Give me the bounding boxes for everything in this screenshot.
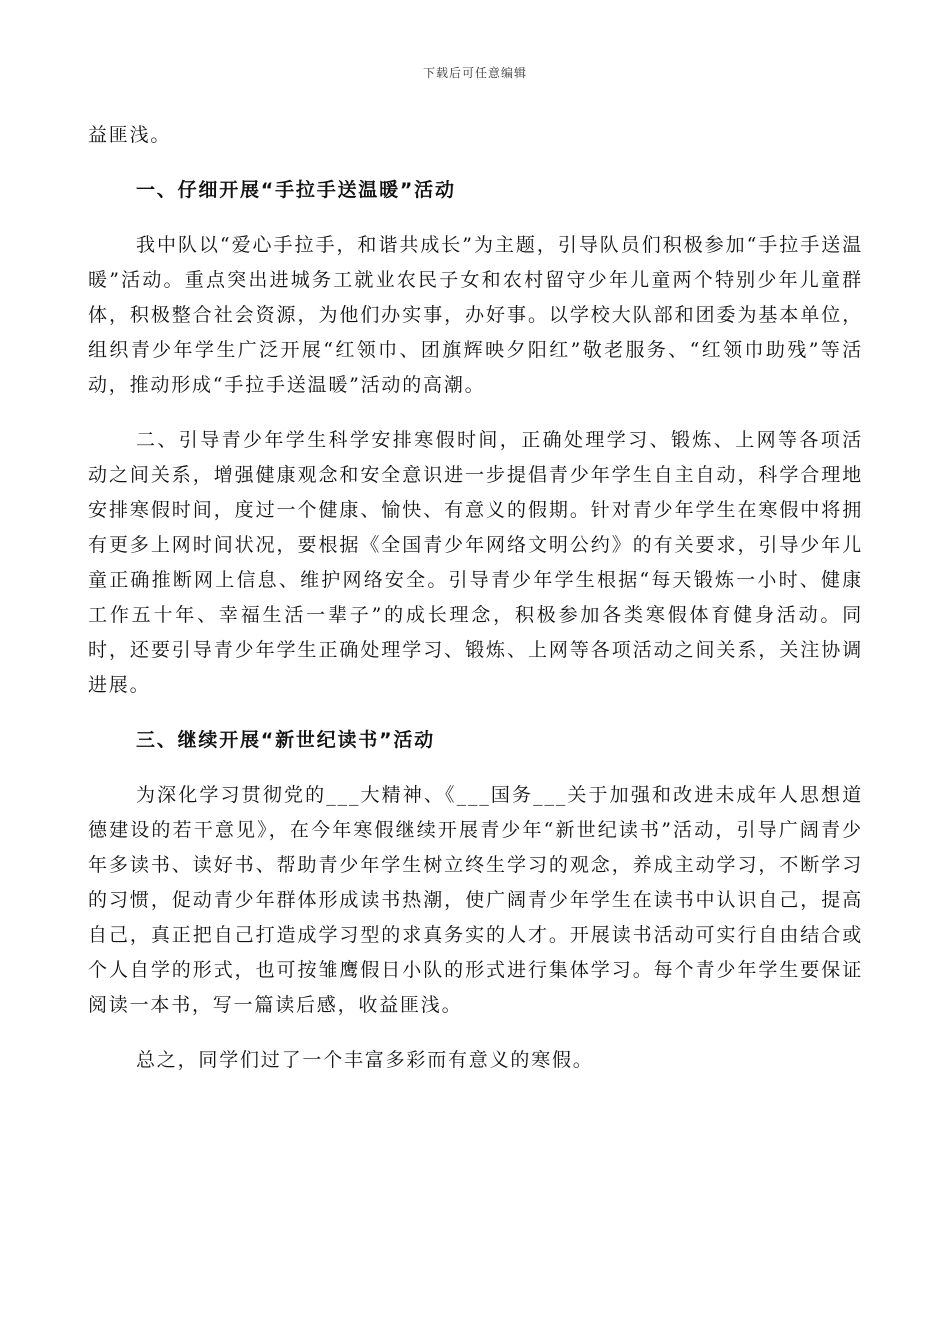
section-2-paragraph: 二、引导青少年学生科学安排寒假时间，正确处理学习、锻炼、上网等各项活动之间关系，增强健康观念和安全意识进一步提倡青少年学生自主自动，科学合理地安排寒假时间，度过一个健康、愉快、有意义的假期。针对青少年学生在寒假中将拥有更多上网时间状况，要根据《全国青少年网络文明公约》的有关要求，引导少年儿童正确推断网上信息、维护网络安全。引导青少年学生根据“每天锻炼一小时、健康工作五十年、幸福生活一辈子”的成长理念，积极参加各类寒假体育健身活动。同时，还要引导青少年学生正确处理学习、锻炼、上网等各项活动之间关系，关注协调进展。 <box>88 429 863 696</box>
intro-tail-text: 益匪浅。 <box>88 124 172 146</box>
section-1-paragraph: 我中队以“爱心手拉手，和谐共成长”为主题，引导队员们积极参加“手拉手送温暖”活动。重点突出进城务工就业农民子女和农村留守少年儿童两个特别少年儿童群体，积极整合社会资源，为他们办实事，办好事。以学校大队部和团委为基本单位，组织青少年学生广泛开展“红领巾、团旗辉映夕阳红”敬老服务、“红领巾助残”等活动，推动形成“手拉手送温暖”活动的高潮。 <box>88 234 863 396</box>
section-3-heading: 三、继续开展“新世纪读书”活动 <box>136 729 435 751</box>
section-3-paragraph: 为深化学习贯彻党的___大精神、《___国务___关于加强和改进未成年人思想道德建设的若干意见》，在今年寒假继续开展青少年“新世纪读书”活动，引导广阔青少年多读书、读好书、帮助青少年学生树立终生学习的观念，养成主动学习，不断学习的习惯，促动青少年群体形成读书热潮，使广阔青少年学生在读书中认识自己，提高自己，真正把自己打造成学习型的求真务实的人才。开展读书活动可实行自由结合或个人自学的形式，也可按雏鹰假日小队的形式进行集体学习。每个青少年学生要保证阅读一本书，写一篇读后感，收益匪浅。 <box>88 784 863 1016</box>
conclusion-paragraph: 总之，同学们过了一个丰富多彩而有意义的寒假。 <box>136 1049 594 1071</box>
section-1-heading: 一、仔细开展“手拉手送温暖”活动 <box>136 179 456 201</box>
page-header-note: 下载后可任意编辑 <box>422 66 527 80</box>
document-body <box>88 118 863 1098</box>
